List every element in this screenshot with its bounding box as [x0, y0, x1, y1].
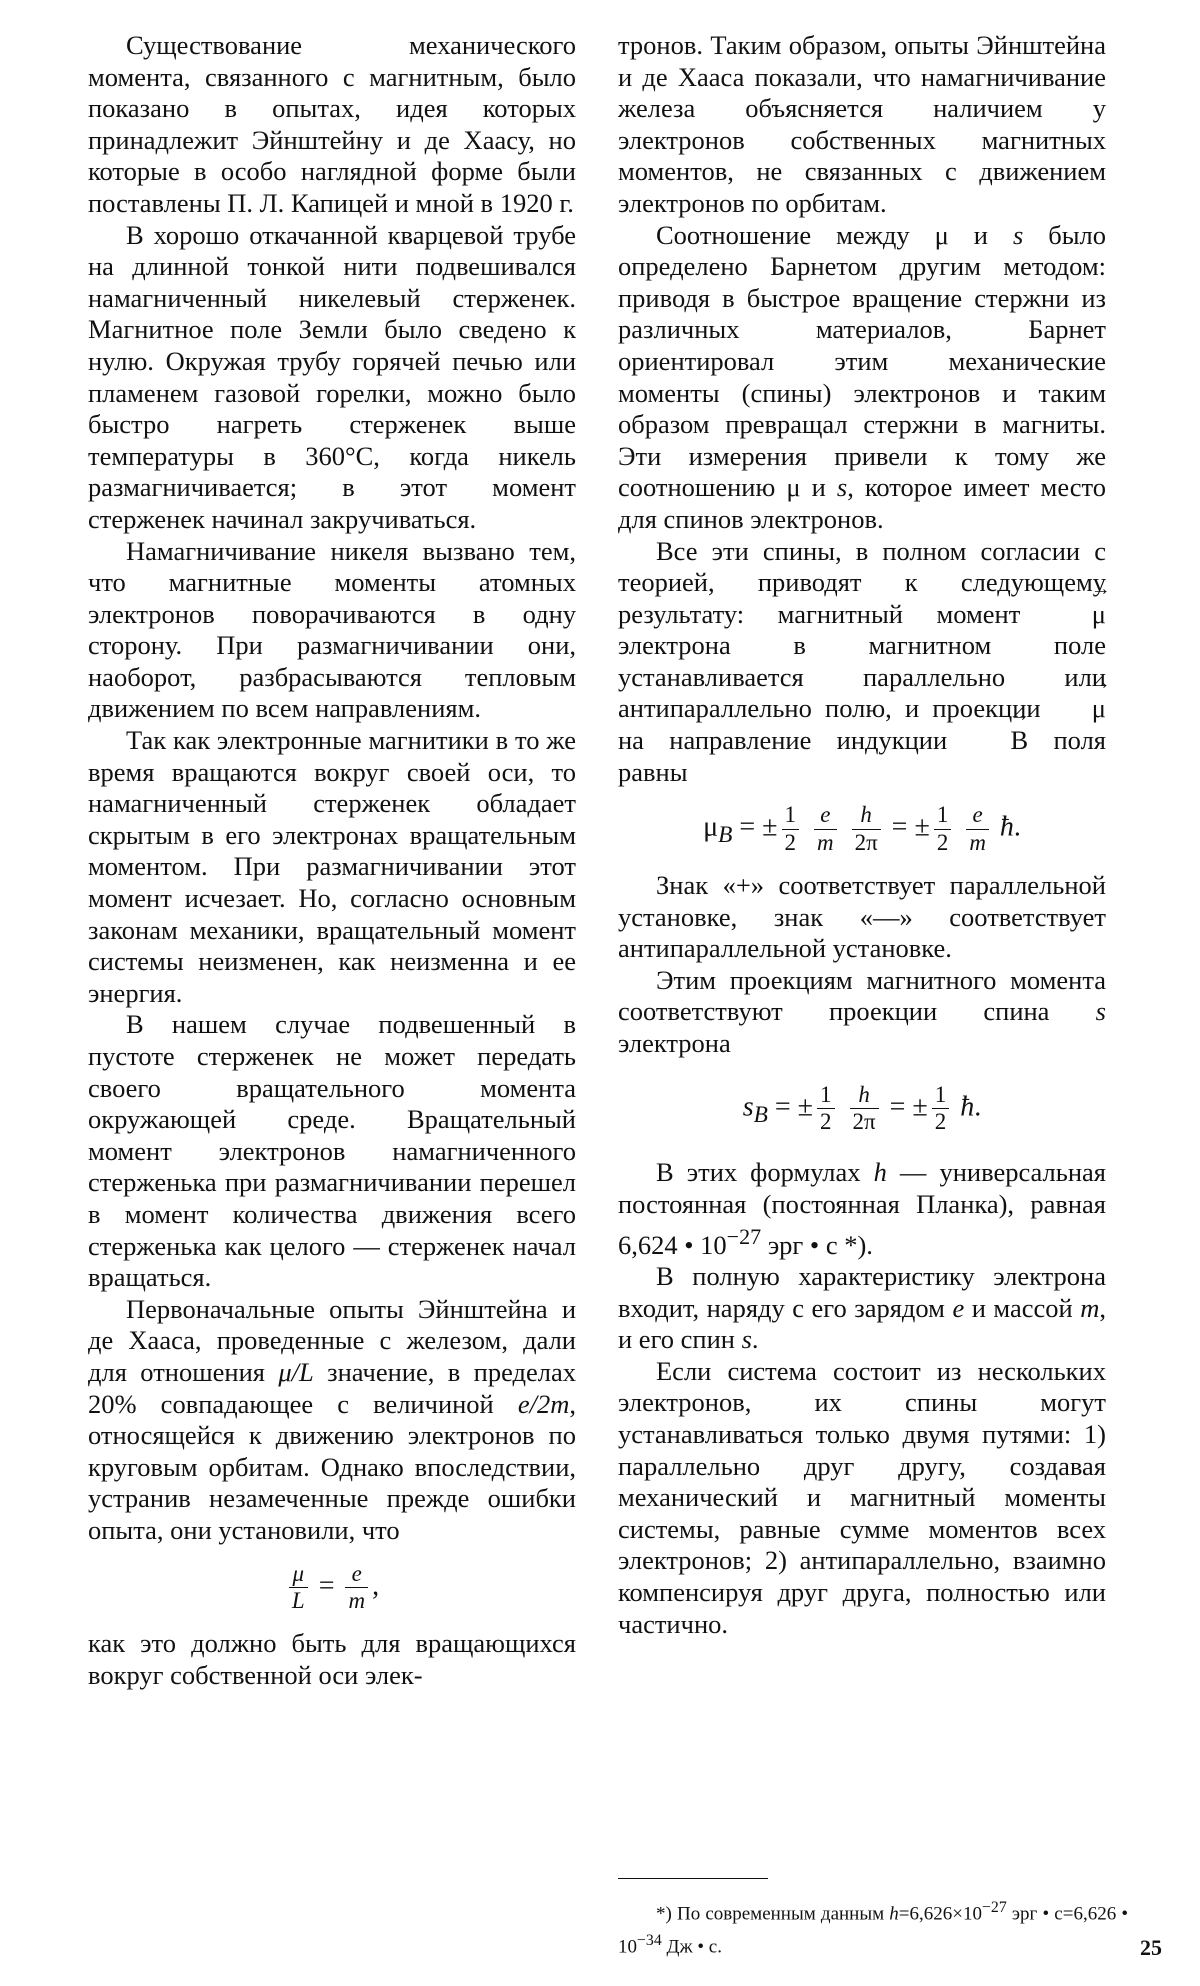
paragraph — [88, 1294, 576, 1547]
period: . — [1013, 811, 1021, 843]
e-symbol: e — [952, 1292, 965, 1323]
fraction — [345, 1561, 368, 1615]
fraction — [782, 802, 799, 856]
numerator: 1 — [817, 1082, 834, 1109]
numerator: e — [814, 802, 837, 829]
text: эрг • с=6,626 • 10 — [618, 1903, 1128, 1958]
numerator: 1 — [782, 802, 799, 829]
text: , которое имеет место для спинов электронов. — [618, 472, 1106, 534]
left-column — [88, 30, 576, 1691]
text: поля равны — [618, 725, 1106, 787]
period: . — [974, 1090, 982, 1122]
equals-sign: = — [889, 1090, 906, 1122]
denominator: 2 — [820, 1108, 832, 1134]
paragraph: В нашем случае подвешенный в пустоте стерженек не может передать своего вращательного момента окружающей среде. Вращательный момент электронов намагниченного стерженька при размагничивании перешел в момент количества движения всего стерженька как целого — стерженек начал вращаться. — [88, 1009, 576, 1293]
exponent: −27 — [981, 1899, 1007, 1916]
text: =6,626×10 — [898, 1903, 982, 1925]
paragraph — [618, 1157, 1106, 1261]
mu-symbol: μ — [786, 472, 801, 503]
text: и — [948, 219, 1013, 250]
denominator: 2 — [784, 829, 797, 855]
mu-vector: → μ — [1054, 693, 1106, 725]
hbar-symbol: ħ — [999, 811, 1014, 843]
b-vector: → B — [972, 725, 1028, 757]
exponent: −27 — [726, 1223, 762, 1249]
fraction — [934, 802, 951, 856]
s-symbol: s — [1095, 996, 1106, 1027]
paragraph: Так как электронные магнитики в то же время вращаются вокруг своей оси, то намагниченный стерженек обладает скрытым в его электронах вращательным моментом. При размагничивании этот момент исчезает. Но, согласно основным законам механики, вращательный момент системы неизменен, как неизменна и ее энергия. — [88, 725, 576, 1008]
text: — универсальная постоянная (постоянная Планка), равная 6,624 • 10 — [618, 1157, 1106, 1260]
mu-vector: → μ — [1054, 599, 1106, 631]
denominator: 2π — [854, 829, 878, 855]
numerator: h — [850, 1082, 879, 1109]
equals-sign: = — [891, 811, 908, 843]
text: Соотношение между — [656, 219, 935, 250]
numerator: h — [852, 802, 881, 829]
subscript: B — [718, 822, 733, 849]
s-symbol: s — [836, 472, 848, 503]
comma: , — [372, 1569, 380, 1601]
numerator: 1 — [932, 1082, 949, 1109]
subscript: B — [753, 1101, 768, 1128]
fraction — [850, 1082, 879, 1136]
fraction — [817, 1082, 834, 1136]
text: Этим проекциям магнитного момента соответствуют проекции спина — [618, 964, 1106, 1027]
paragraph: тронов. Таким образом, опыты Эйнштейна и де Хааса показали, что намагничивание железа объясняется наличием у электронов собственных магнитных моментов, не связанных с движением электронов по орбитам. — [618, 30, 1106, 218]
equals-sign: = — [774, 1090, 791, 1122]
text: В полную характеристику электрона входит, наряду с его зарядом — [618, 1260, 1106, 1323]
numerator: μ — [289, 1561, 308, 1588]
paragraph: Знак «+» соответствует параллельной установке, знак «—» соответствует антипараллельной установке. — [618, 870, 1106, 964]
fraction — [289, 1561, 308, 1615]
h-symbol: h — [889, 1903, 899, 1925]
text: Все эти спины, в полном согласии с теорией, приводят к следующему результату: магнитный момент — [618, 535, 1106, 629]
text: и массой — [964, 1292, 1081, 1323]
text: электрона в магнитном поле устанавливается параллельно или антипараллельно полю, и проекции — [618, 630, 1106, 724]
page-number: 25 — [1140, 1935, 1162, 1960]
paragraph: В хорошо откачанной кварцевой трубе на длинной тонкой нити подвешивался намагниченный никелевый стерженек. Магнитное поле Земли было сведено к нулю. Окружая трубу горячей печью или пламенем газовой горелки, можно было быстро нагреть стерженек выше температуры в 360°C, когда никель размагничивается; в этот момент стерженек начинал закручиваться. — [88, 219, 576, 534]
denominator: 2 — [936, 829, 949, 855]
paragraph: Намагничивание никеля вызвано тем, что магнитные моменты атомных электронов поворачиваются в одну сторону. При размагничивании они, наоборот, разбрасываются тепловым движением по всем направлениям. — [88, 535, 576, 724]
fraction — [852, 802, 881, 856]
s-symbol: s — [741, 1324, 752, 1355]
text: Первоначальные опыты Эйнштейна и де Хааса, проведенные с железом, дали для отношения — [88, 1293, 576, 1387]
plus-minus: ± — [914, 811, 930, 843]
text: электрона — [618, 1028, 731, 1058]
paragraph: Если система состоит из нескольких электронов, их спины могут устанавливаться только двумя путями: 1) параллельно друг другу, создавая механический и магнитный моменты системы, равные сумме моментов всех электронов; 2) антипараллельно, взаимно компенсируя друг друга, полностью или частично. — [618, 1355, 1106, 1639]
right-column — [618, 30, 1106, 1640]
equals-sign: = — [318, 1569, 335, 1601]
h-symbol: h — [873, 1157, 887, 1188]
fraction — [814, 802, 837, 856]
paragraph: как это должно быть для вращающихся вокруг собственной оси элек- — [88, 1628, 576, 1690]
fraction — [932, 1082, 949, 1136]
text: . — [751, 1324, 759, 1355]
plus-minus: ± — [762, 811, 778, 843]
mu-symbol: μ — [934, 219, 949, 250]
denominator: m — [817, 829, 834, 855]
s-symbol: s — [742, 1090, 754, 1122]
exponent: −34 — [637, 1932, 662, 1950]
paragraph — [618, 965, 1106, 1060]
text: , относящейся к движению электронов по круговым орбитам. Однако впоследствии, устранив незамеченные прежде ошибки опыта, они установили, что — [88, 1388, 576, 1545]
denominator: 2 — [934, 1108, 947, 1134]
paragraph — [618, 536, 1106, 789]
text: Дж • с. — [661, 1936, 722, 1958]
fraction — [966, 802, 989, 856]
numerator: 1 — [934, 802, 951, 829]
footnote — [618, 1894, 1128, 1961]
text: значение, в пределах 20% совпадающее с величиной — [88, 1356, 576, 1419]
text: было определено Барнетом другим методом: приводя в быстрое вращение стержни из различных материалов, Барнет ориентировал этим механические моменты (спины) электронов и таким образом превращал стержни в магниты. Эти измерения привели к тому же соотношению — [618, 219, 1106, 503]
equation-mu-b — [618, 802, 1106, 856]
plus-minus: ± — [912, 1090, 928, 1122]
plus-minus: ± — [797, 1090, 814, 1122]
numerator: e — [345, 1561, 368, 1588]
equation-mu-over-L — [88, 1561, 576, 1615]
ratio-symbol: μ/L — [278, 1356, 314, 1387]
denominator: L — [291, 1587, 305, 1613]
s-symbol: s — [1012, 219, 1024, 250]
paragraph — [618, 1261, 1106, 1356]
text: *) По современным данным — [656, 1903, 890, 1925]
m-symbol: m — [1080, 1292, 1100, 1323]
text: , и его спин — [618, 1292, 1106, 1355]
paragraph — [618, 220, 1106, 536]
expression: e/2m — [517, 1388, 570, 1419]
mu-symbol: μ — [703, 811, 719, 843]
footnote-rule — [618, 1878, 768, 1879]
paragraph: Существование механического момента, связанного с магнитным, было показано в опытах, идея которых принадлежит Эйнштейну и де Хаасу, но которые в особо наглядной форме были поставлены П. Л. Капицей и мной в 1920 г. — [88, 30, 576, 218]
text: эрг • с *). — [761, 1229, 873, 1260]
equation-s-b — [618, 1082, 1106, 1136]
denominator: 2π — [852, 1108, 876, 1134]
text: и — [800, 472, 837, 503]
denominator: m — [969, 829, 986, 855]
numerator: e — [966, 802, 989, 829]
text: В этих формулах — [656, 1157, 874, 1188]
text: на направление индукции — [618, 725, 973, 756]
hbar-symbol: ħ — [960, 1090, 975, 1122]
denominator: m — [348, 1587, 366, 1613]
equals-sign: = — [739, 811, 756, 843]
